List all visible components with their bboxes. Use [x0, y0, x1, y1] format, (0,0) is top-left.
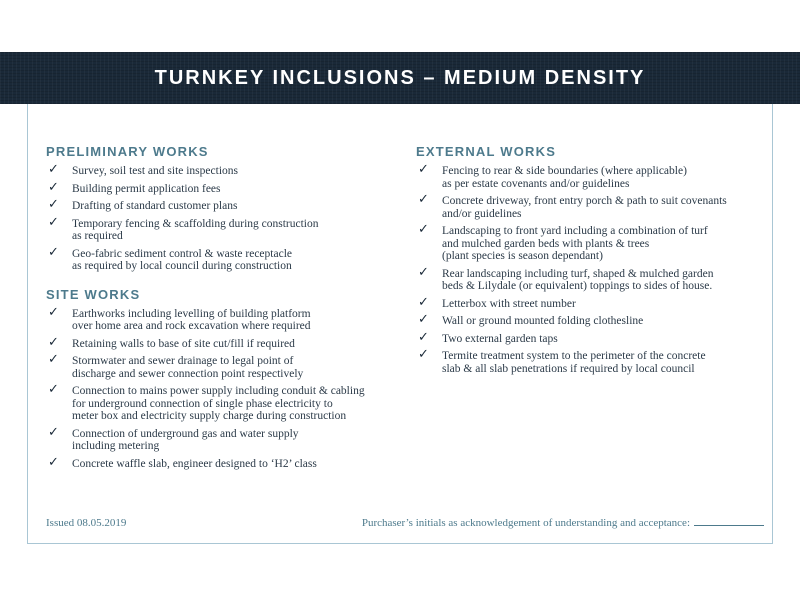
checkmark-icon: ✓	[48, 334, 59, 350]
list-item-text: Termite treatment system to the perimeter of the concrete slab & all slab penetrations if required by local council	[442, 350, 706, 375]
list-item	[416, 329, 756, 346]
left-column	[46, 144, 386, 475]
list-item-text: Stormwater and sewer drainage to legal point of discharge and sewer connection point respectively	[72, 355, 304, 380]
external-works-list	[416, 162, 756, 375]
checkmark-icon: ✓	[418, 222, 429, 237]
issued-date: Issued 08.05.2019	[46, 517, 127, 529]
checkmark-icon: ✓	[48, 304, 59, 320]
list-item-text: Earthworks including levelling of building platform over home area and rock excavation where required	[72, 307, 311, 332]
list-item-text: Drafting of standard customer plans	[72, 200, 238, 212]
list-item-text: Geo-fabric sediment control & waste receptacle as required by local council during construction	[72, 247, 292, 272]
title-banner	[0, 52, 800, 104]
list-item	[416, 264, 756, 293]
list-item	[46, 304, 386, 333]
initials-blank[interactable]	[694, 525, 764, 526]
list-item-text: Landscaping to front yard including a combination of turf and mulched garden beds with plants & trees (plant species is season dependant)	[442, 225, 708, 262]
list-item-text: Fencing to rear & side boundaries (where applicable) as per estate covenants and/or guidelines	[442, 165, 687, 190]
checkmark-icon: ✓	[418, 192, 429, 207]
list-item	[46, 197, 386, 213]
list-item	[46, 244, 386, 273]
list-item	[46, 352, 386, 380]
checkmark-icon: ✓	[48, 382, 59, 397]
list-item-text: Rear landscaping including turf, shaped & mulched garden beds & Lilydale (or equivalent) toppings to sides of house.	[442, 267, 714, 292]
list-item-text: Letterbox with street number	[442, 297, 576, 310]
right-column	[416, 144, 756, 380]
inclusions-card	[27, 104, 773, 544]
list-item-text: Connection of underground gas and water supply including metering	[72, 427, 299, 452]
list-item	[416, 222, 756, 263]
checkmark-icon: ✓	[48, 179, 59, 195]
page-title: TURNKEY INCLUSIONS – MEDIUM DENSITY	[154, 66, 646, 89]
list-item-text: Connection to mains power supply including conduit & cabling for underground connection of single phase electricity to meter box and electricity supply charge during construction	[72, 385, 365, 422]
site-works-list	[46, 304, 386, 471]
list-item	[416, 312, 756, 328]
preliminary-works-heading: PRELIMINARY WORKS	[46, 144, 209, 159]
acknowledgement-line	[362, 517, 764, 529]
checkmark-icon: ✓	[48, 454, 59, 470]
list-item	[46, 162, 386, 178]
list-item-text: Two external garden taps	[442, 332, 558, 345]
list-item	[416, 347, 756, 375]
list-item-text: Retaining walls to base of site cut/fill if required	[72, 337, 295, 350]
list-item-text: Concrete waffle slab, engineer designed to ‘H2’ class	[72, 457, 317, 470]
checkmark-icon: ✓	[418, 294, 429, 310]
site-works-heading: SITE WORKS	[46, 286, 141, 302]
checkmark-icon: ✓	[418, 329, 429, 345]
checkmark-icon: ✓	[48, 352, 59, 367]
list-item-text: Temporary fencing & scaffolding during construction as required	[72, 217, 319, 242]
list-item	[46, 179, 386, 196]
checkmark-icon: ✓	[48, 214, 59, 230]
checkmark-icon: ✓	[418, 162, 429, 177]
checkmark-icon: ✓	[418, 312, 429, 327]
list-item	[416, 192, 756, 220]
checkmark-icon: ✓	[418, 347, 429, 362]
list-item	[46, 424, 386, 453]
list-item	[46, 214, 386, 243]
acknowledgement-text: Purchaser’s initials as acknowledgement of understanding and acceptance:	[361, 517, 690, 529]
checkmark-icon: ✓	[418, 264, 429, 280]
checkmark-icon: ✓	[48, 162, 59, 177]
list-item-text: Survey, soil test and site inspections	[72, 165, 238, 177]
list-item	[46, 334, 386, 351]
list-item-text: Wall or ground mounted folding clothesline	[442, 315, 644, 327]
checkmark-icon: ✓	[48, 244, 59, 260]
list-item	[416, 162, 756, 190]
list-item	[416, 294, 756, 311]
preliminary-works-list	[46, 162, 386, 273]
checkmark-icon: ✓	[48, 197, 59, 212]
list-item	[46, 382, 386, 423]
external-works-heading: EXTERNAL WORKS	[416, 144, 557, 159]
list-item-text: Building permit application fees	[72, 182, 221, 195]
list-item-text: Concrete driveway, front entry porch & path to suit covenants and/or guidelines	[442, 195, 727, 220]
list-item	[46, 454, 386, 471]
checkmark-icon: ✓	[48, 424, 59, 440]
